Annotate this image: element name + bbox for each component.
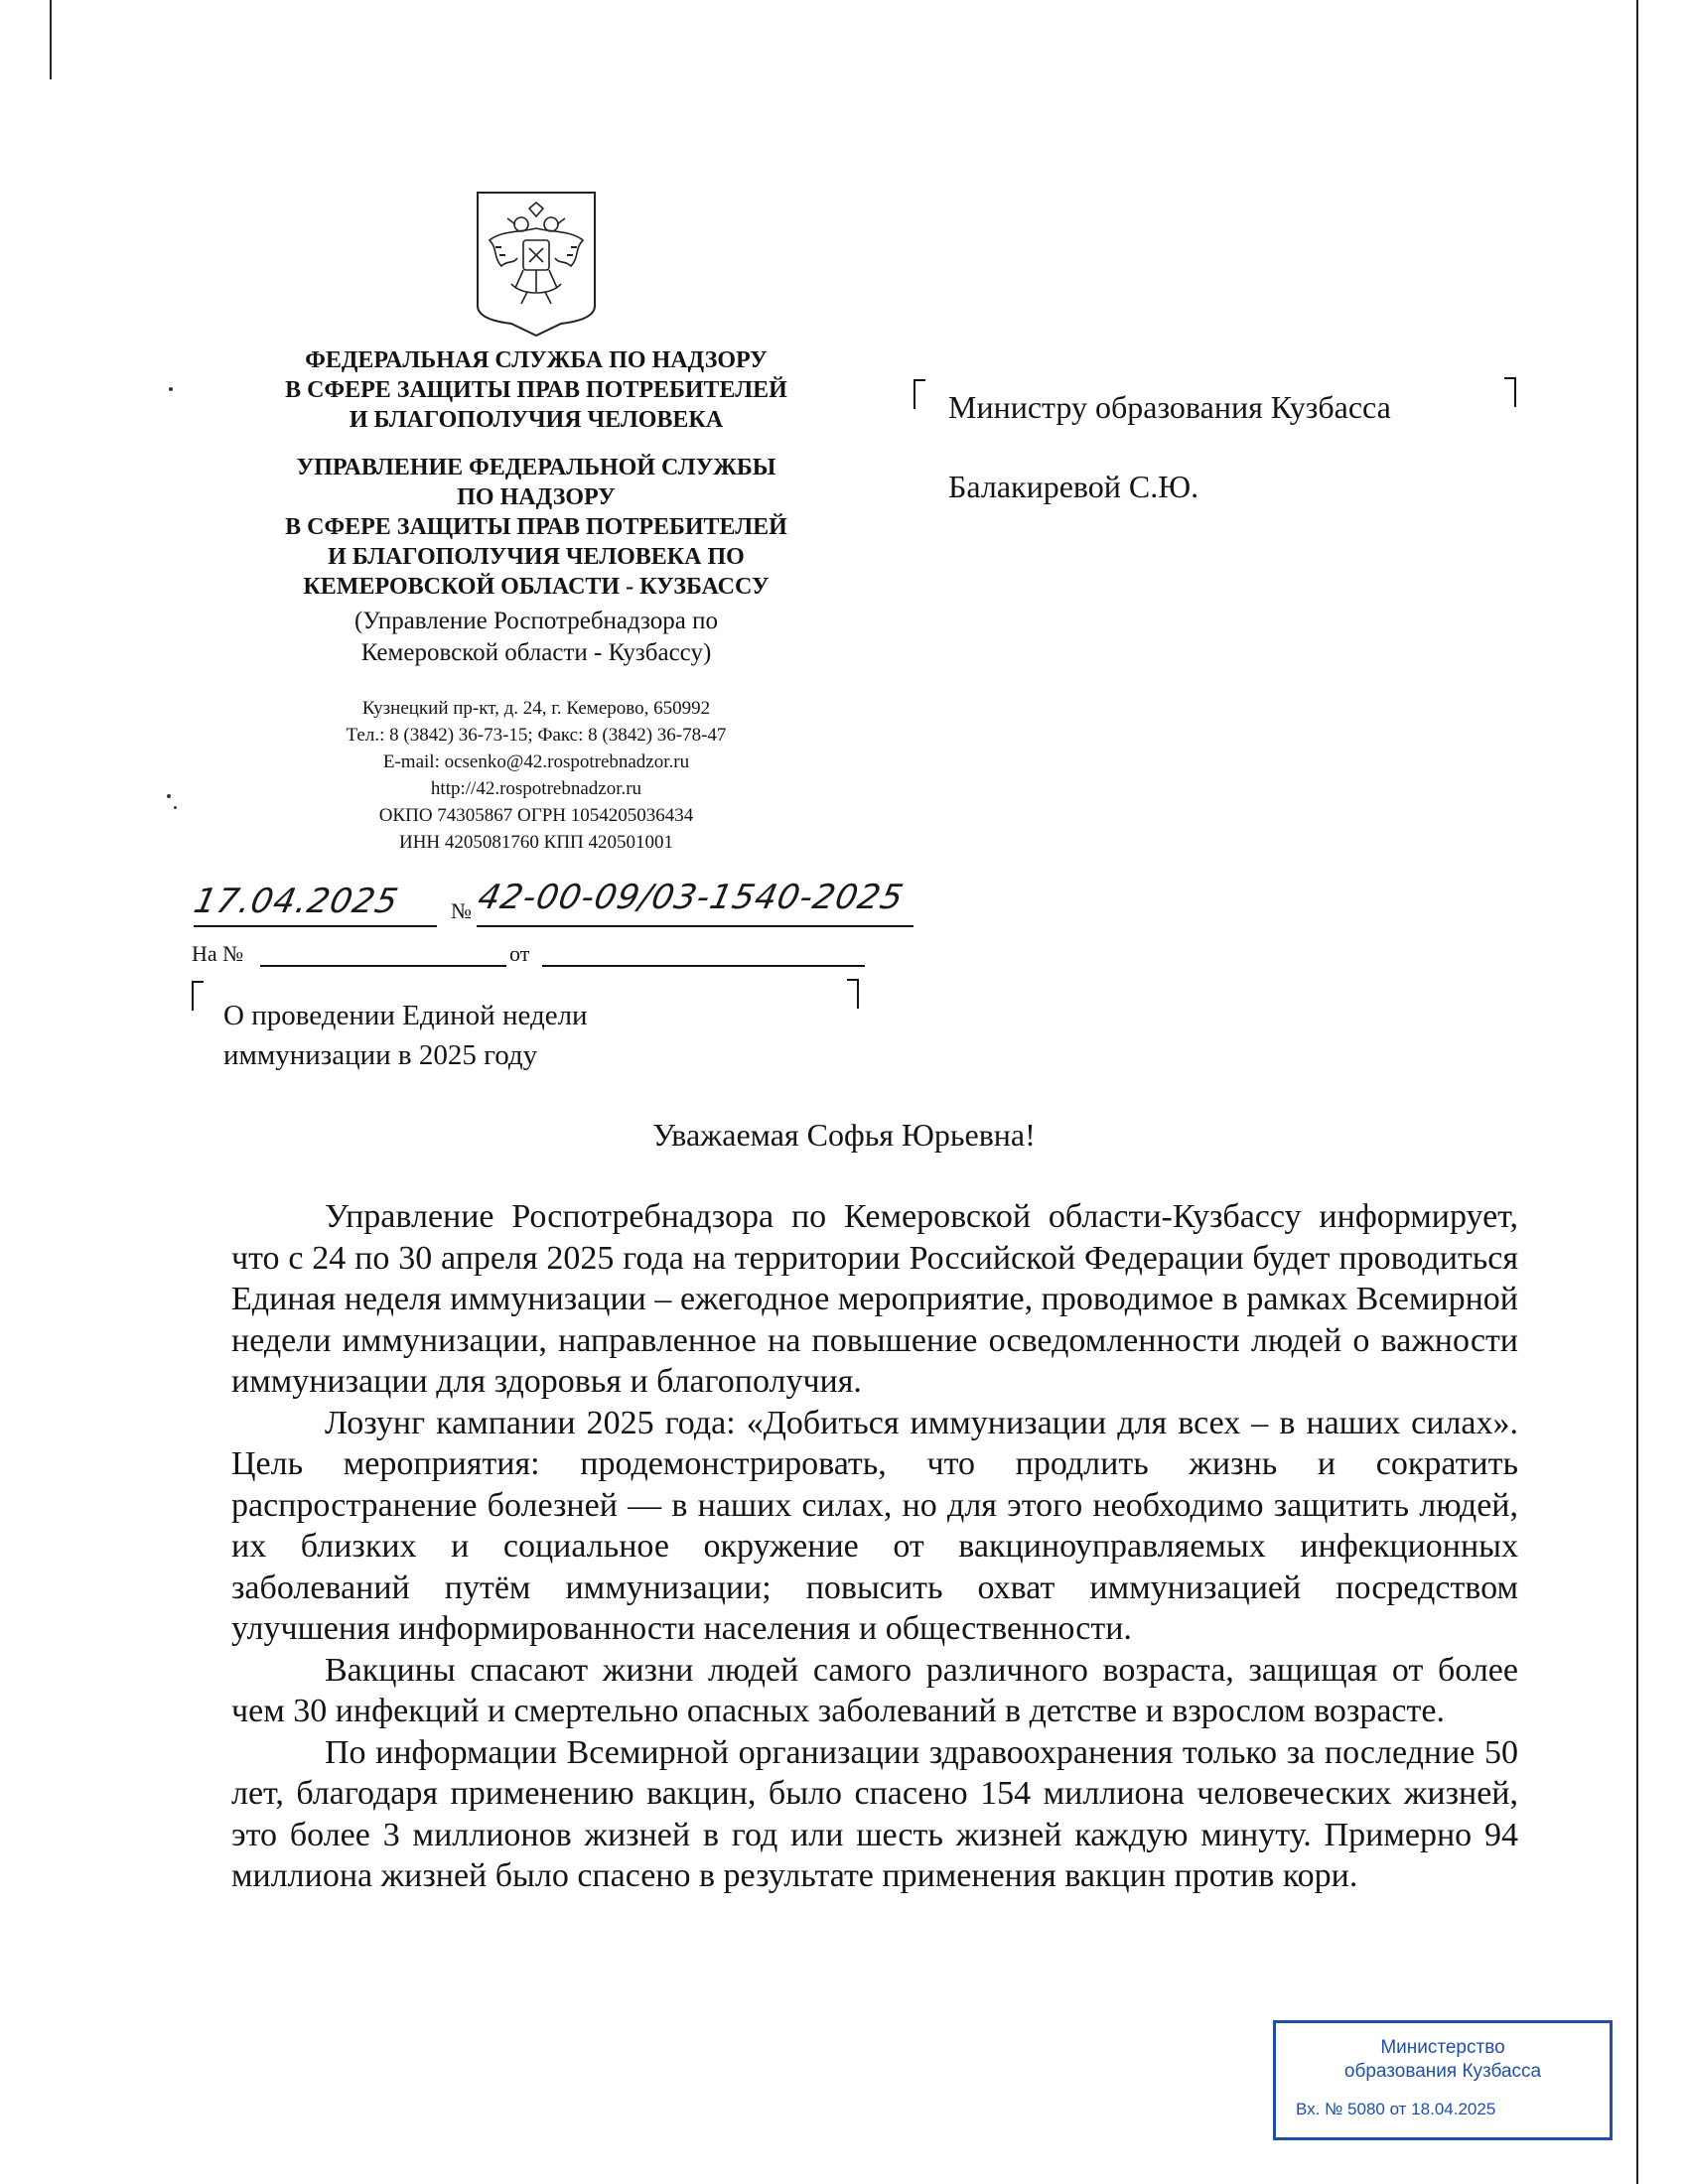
stamp-org-line2: образования Кузбасса [1343, 2061, 1542, 2082]
stamp-incoming-number: Вх. № 5080 от 18.04.2025 [1296, 2100, 1496, 2118]
number-underline [477, 925, 914, 927]
letter-subject: О проведении Единой недели иммунизации в 2025 году [223, 1000, 588, 1071]
body-paragraph: Управление Роспотребнадзора по Кемеровской области-Кузбассу информирует, что с 24 по 30 апреля 2025 года на территории Российской Федерации будет проводиться Единая неделя иммунизации – ежегодное мероприятие, проводимое в рамках Всемирной недели иммунизации, направленное на повышение осведомленности людей о важности иммунизации для здоровья и благополучия. [231, 1198, 1518, 1400]
scan-speck [167, 794, 171, 798]
incoming-stamp [1273, 2020, 1613, 2140]
contact-website: http://42.rospotrebnadzor.ru [430, 778, 642, 799]
body-paragraph: Лозунг кампании 2025 года: «Добиться иммунизации для всех – в наших силах». Цель мероприятия: продемонстрировать, что продлить жизнь и сократить распространение болезней — в наших силах, но для этого необходимо защитить людей, их близких и социальное окружение от вакциноуправляемых инфекционных заболеваний путём иммунизации; повысить охват иммунизацией посредством улучшения информированности населения и общественности. [231, 1404, 1518, 1647]
outgoing-number: 42-00-09/03-1540-2025 [474, 878, 908, 917]
stamp-org-line1: Министерство [1380, 2037, 1505, 2058]
sender-header [218, 189, 854, 856]
reference-from-label: от [509, 941, 530, 966]
recipient-name: Балакиревой С.Ю. [948, 469, 1199, 504]
reference-date-line [542, 965, 865, 967]
body-paragraph: Вакцины спасают жизни людей самого различного возраста, защищая от более чем 30 инфекций и смертельно опасных заболеваний в детстве и взрослом возрасте. [231, 1651, 1518, 1729]
contact-phone: Тел.: 8 (3842) 36-73-15; Факс: 8 (3842) 36-78-47 [346, 725, 727, 746]
state-emblem-icon [472, 189, 601, 338]
scan-speck [169, 387, 173, 391]
contact-inn: ИНН 4205081760 КПП 420501001 [398, 832, 674, 853]
contact-details [218, 695, 854, 856]
department-short-name: (Управление Роспотребнадзора по Кемеровской области - Кузбассу) [353, 608, 718, 666]
recipient-block [948, 387, 1391, 506]
scan-speck [174, 806, 177, 809]
contact-email: E-mail: ocsenko@42.rospotrebnadzor.ru [382, 751, 690, 772]
number-sign: № [451, 898, 472, 923]
letter-body [231, 1196, 1518, 1897]
scan-edge-right [1636, 0, 1638, 2184]
service-name: ФЕДЕРАЛЬНАЯ СЛУЖБА ПО НАДЗОРУ В СФЕРЕ ЗАЩИТЫ ПРАВ ПОТРЕБИТЕЛЕЙ И БЛАГОПОЛУЧИЯ ЧЕЛОВЕКА [285, 347, 787, 433]
greeting: Уважаемая Софья Юрьевна! [652, 1117, 1036, 1153]
scan-edge-left [50, 0, 52, 79]
subject-bracket-right [847, 979, 859, 1009]
date-underline [194, 925, 437, 927]
subject-bracket-left [192, 981, 204, 1011]
recipient-bracket-right [1504, 377, 1516, 407]
outgoing-date: 17.04.2025 [190, 882, 402, 921]
recipient-title: Министру образования Кузбасса [948, 389, 1391, 425]
contact-okpo: ОКПО 74305867 ОГРН 1054205036434 [378, 805, 694, 826]
reference-number-line [260, 965, 506, 967]
recipient-bracket-left [914, 379, 925, 409]
contact-address: Кузнецкий пр-кт, д. 24, г. Кемерово, 650992 [361, 698, 711, 719]
department-name: УПРАВЛЕНИЕ ФЕДЕРАЛЬНОЙ СЛУЖБЫ ПО НАДЗОРУ В СФЕРЕ ЗАЩИТЫ ПРАВ ПОТРЕБИТЕЛЕЙ И БЛАГОПОЛУЧИЯ ЧЕЛОВЕКА ПО КЕМЕРОВСКОЙ ОБЛАСТИ - КУЗБАССУ [285, 455, 787, 600]
body-paragraph: По информации Всемирной организации здравоохранения только за последние 50 лет, благодаря применению вакцин, было спасено 154 миллиона человеческих жизней, это более 3 миллионов жизней в год или шесть жизней каждую минуту. Примерно 94 миллиона жизней было спасено в результате применения вакцин против кори. [231, 1733, 1518, 1894]
reference-number-label: На № [192, 941, 244, 966]
